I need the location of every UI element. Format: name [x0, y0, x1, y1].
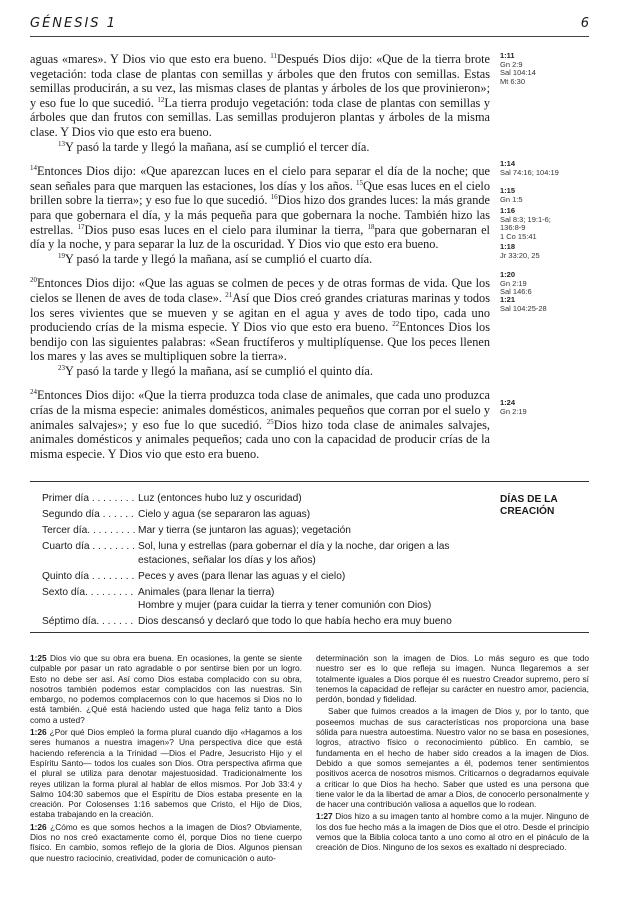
- study-note: [30, 727, 302, 820]
- page-number: 6: [580, 16, 589, 31]
- day-row: [42, 524, 462, 538]
- scripture-paragraph: [30, 164, 490, 266]
- day-label: Primer día . . . . . . . .: [42, 493, 135, 504]
- cross-ref-item: Sal 74:16; 104:19: [500, 167, 559, 177]
- cross-ref-item: Mt 6:30: [500, 76, 526, 86]
- verse-text: La tierra produjo vegetación: toda clase de plantas con semillas y árboles que dan frutos con semillas. Las semillas produjeron plantas y árboles de la misma clase. Y Dios vio que esto era bueno.: [30, 95, 490, 139]
- study-note: [30, 653, 302, 725]
- note-reference: 1:25: [30, 653, 47, 663]
- verse-number: 14: [30, 164, 37, 173]
- cross-ref-group: [500, 207, 551, 241]
- verse-text: para que gobernaran el día y la noche, y para separar la luz de la oscuridad. Y Dios vio que esto era bueno.: [30, 222, 490, 252]
- cross-ref-item: Gn 2:19: [500, 278, 527, 288]
- cross-ref-verse: 1:15: [500, 186, 516, 195]
- cross-ref-item: Gn 2:19: [500, 406, 527, 416]
- cross-ref-item: Jr 33:20, 25: [500, 250, 540, 260]
- day-description: Peces y aves (para llenar las aguas y el cielo): [138, 570, 346, 582]
- day-row: [42, 540, 462, 567]
- cross-ref-verse: 1:20: [500, 270, 516, 279]
- day-row: [42, 586, 462, 613]
- verse-text: Que esas luces en el cielo brillen sobre la tierra»; y eso fue lo que sucedió.: [30, 178, 490, 208]
- verse-number: 18: [367, 222, 375, 231]
- study-note: [316, 653, 589, 704]
- note-text: Dios hizo a su imagen tanto al hombre como a la mujer. Ninguno de los dos fue hecho más a la imagen de Dios que el otro. Desde el principio vemos que la Biblia coloca tanto a uno como al otro en el pináculo de la creación de Dios. Ninguno de los sexos es exaltado ni despreciado.: [316, 811, 589, 853]
- cross-ref-item: Sal 104:14: [500, 68, 536, 78]
- cross-ref-group: [500, 187, 523, 204]
- day-description-2: Hombre y mujer (para cuidar la tierra y tener comunión con Dios): [138, 600, 432, 611]
- cross-ref-verse: 1:18: [500, 242, 516, 251]
- divider-bottom: [30, 632, 589, 633]
- verse-text: Después Dios dijo: «Que de la tierra brote vegetación: toda clase de plantas con semillas y árboles que den frutos con semillas. Estas semillas producirán, a su vez, las mismas clases de plantas y árboles de los que provinieron»; y eso fue lo que sucedió.: [30, 52, 490, 110]
- day-description: Cielo y agua (se separaron las aguas): [138, 509, 311, 520]
- day-description: Animales (para llenar la tierra): [138, 586, 275, 598]
- verse-number: 24: [30, 388, 37, 397]
- note-reference: 1:26: [30, 821, 47, 832]
- verse-text: Dios puso esas luces en el cielo para iluminar la tierra,: [84, 222, 368, 237]
- verse-text: Dios hizo toda clase de animales salvajes, animales domésticos y animales pequeños; cada uno con la capacidad de producir crías de la misma especie. Y Dios vio que esto era bueno.: [30, 417, 490, 461]
- day-closing-line: [30, 140, 490, 155]
- note-text: Saber que fuimos creados a la imagen de Dios y, por lo tanto, que poseemos muchas de sus características nos proporciona una base sólida para nuestra autoestima. Nuestro valor no se basa en posesiones, logros, atractivo físico o reconocimiento público. En cambio, se fundamenta en el hecho de haber sido creados a la imagen de Dios. Debido a que somos semejantes a él, podemos tener sentimientos positivos acerca de nosotros mismos. Criticarnos o degradarnos equivale a criticar lo que Dios ha hecho. Saber que usted es una persona que tiene valor le da la libertad de amar a Dios, de conocerlo personalmente y de hacer una contribución valiosa a aquellos que lo rodean.: [316, 706, 589, 810]
- verse-text: Entonces Dios los bendijo con las siguientes palabras: «Sean fructíferos y multiplíquense. Que los peces llenen los mares y las aves se multipliquen sobre la tierra».: [30, 320, 490, 364]
- days-of-creation-table: [42, 492, 462, 631]
- day-label: Tercer día. . . . . . . . .: [42, 525, 136, 536]
- cross-ref-group: [500, 399, 527, 416]
- note-text: Dios vio que su obra era buena. En ocasiones, la gente se siente culpable por pasar un rato agradable o por sentirse bien por un logro. Esto no debe ser así. Así como Dios estaba complacido con su obra, nosotros también podemos estar complacidos con las nuestras. Sin embargo, no podemos complacernos con lo que hacemos si Dios no lo está también. ¿Qué está haciendo usted que haga feliz tanto a Dios como a usted?: [30, 653, 302, 725]
- page-header: [30, 14, 589, 37]
- verse-number: 22: [392, 320, 400, 328]
- verse-number: 25: [266, 417, 274, 426]
- verse-number: 13: [58, 139, 65, 148]
- day-description: Sol, luna y estrellas (para gobernar el día y la noche, dar origen a las estaciones, señalar los días y los años): [138, 541, 450, 566]
- note-reference: 1:27: [316, 811, 333, 822]
- note-text: ¿Cómo es que somos hechos a la imagen de Dios? Obviamente, Dios no nos creó exactamente como él, porque Dios no tiene cuerpo físico. En cambio, somos reflejo de la gloria de Dios. Algunos piensan que nuestro raciocinio, creatividad, poder de comunicación o auto-: [30, 821, 302, 863]
- cross-ref-group: [500, 52, 536, 86]
- verse-text: aguas «mares». Y Dios vio que esto era bueno.: [30, 52, 271, 66]
- cross-ref-verse: 1:14: [500, 159, 516, 168]
- study-notes-right: [316, 653, 589, 855]
- cross-ref-item: 1 Co 15:41: [500, 231, 537, 241]
- verse-number: 11: [270, 51, 278, 60]
- cross-ref-item: Sal 8:3; 19:1-6;: [500, 214, 551, 224]
- study-note: [316, 706, 589, 809]
- day-label: Cuarto día . . . . . . . .: [42, 541, 135, 552]
- cross-ref-item: Gn 2:9: [500, 59, 523, 69]
- note-text: ¿Por qué Dios empleó la forma plural cuando dijo «Hagamos a los seres humanos a nuestra imagen»? Una perspectiva dice que está haciendo referencia a la Trinidad —Dios el Padre, Jesucristo Hijo y el Espíritu Santo— todos los cuales son Dios. Otra perspectiva afirma que el plural se utiliza para denotar majestuosidad. Tradicionalmente los reyes utilizan la forma plural al hablar de ellos mismos. Por Job 33:4 y Salmo 104:30 sabemos que el Espíritu de Dios estaba presente en la creación. Por Colosenses 1:16 sabemos que Cristo, el Hijo de Dios, estaba trabajando en la creación.: [30, 727, 302, 820]
- day-label: Séptimo día. . . . . . .: [42, 616, 134, 627]
- scripture-text: [30, 52, 490, 471]
- verse-text: Dios hizo dos grandes luces: la más grande para que gobernara el día, y la más pequeña para que gobernara la noche. También hizo las estrellas.: [30, 193, 490, 237]
- verse-number: 23: [58, 363, 65, 372]
- cross-ref-group: [500, 160, 559, 177]
- paragraph-body: [30, 276, 490, 364]
- verse-text: Y pasó la tarde y llegó la mañana, así se cumplió el cuarto día.: [65, 251, 373, 266]
- day-closing-line: [30, 364, 490, 379]
- day-description: Mar y tierra (se juntaron las aguas); vegetación: [138, 525, 351, 536]
- day-label: Quinto día . . . . . . . .: [42, 570, 135, 582]
- day-row: [42, 615, 462, 629]
- cross-ref-verse: 1:21: [500, 295, 516, 304]
- day-description: Dios descansó y declaró que todo lo que había hecho era muy bueno: [138, 616, 452, 627]
- verse-text: Así que Dios creó grandes criaturas marinas y todos los seres vivientes que se mueven y se agitan en el agua y aves de todo tipo, cada uno produciendo crías de la misma especie. Y Dios vio que esto era bueno.: [30, 290, 490, 335]
- paragraph-body: [30, 52, 490, 140]
- verse-number: 17: [77, 222, 85, 231]
- cross-ref-verse: 1:16: [500, 206, 516, 215]
- cross-ref-item: 136:8-9: [500, 223, 526, 233]
- verse-number: 16: [270, 193, 278, 202]
- day-closing-line: [30, 252, 490, 267]
- verse-text: Entonces Dios dijo: «Que aparezcan luces en el cielo para separar el día de la noche; que sean señales para que marquen las estaciones, los días y los años.: [30, 164, 490, 193]
- cross-ref-verse: 1:24: [500, 398, 516, 407]
- scripture-paragraph: [30, 52, 490, 154]
- cross-ref-item: Sal 146:6: [500, 287, 532, 297]
- verse-number: 12: [157, 95, 165, 104]
- verse-number: 20: [30, 276, 37, 285]
- day-description: Luz (entonces hubo luz y oscuridad): [138, 493, 302, 504]
- study-note: [30, 822, 302, 863]
- scripture-paragraph: [30, 276, 490, 378]
- study-note: [316, 811, 589, 852]
- divider-top: [30, 481, 589, 482]
- cross-ref-group: [500, 243, 540, 260]
- verse-number: 15: [356, 178, 364, 187]
- day-label: Segundo día . . . . . .: [42, 509, 134, 520]
- cross-ref-verse: 1:11: [500, 51, 515, 60]
- verse-number: 21: [225, 290, 233, 299]
- days-table-title: DÍAS DE LA CREACIÓN: [500, 494, 558, 517]
- day-row: [42, 570, 462, 584]
- paragraph-body: [30, 164, 490, 252]
- running-head-book: GÉNESIS 1: [30, 16, 117, 31]
- verse-number: 19: [58, 251, 65, 260]
- cross-ref-item: Sal 104:25-28: [500, 303, 547, 313]
- verse-text: Entonces Dios dijo: «Que la tierra produzca toda clase de animales, que cada uno produzca crías de la misma especie: animales domésticos, animales pequeños que corran por el suelo y animales salvajes»; y eso fue lo que sucedió.: [30, 388, 490, 432]
- verse-text: Y pasó la tarde y llegó la mañana, así se cumplió el quinto día.: [65, 363, 373, 378]
- day-row: [42, 492, 462, 506]
- study-notes-left: [30, 653, 302, 865]
- verse-text: Y pasó la tarde y llegó la mañana, así se cumplió el tercer día.: [65, 139, 370, 154]
- note-text: determinación son la imagen de Dios. Lo más seguro es que todo nuestro ser es lo que refleja su imagen. Nunca llegaremos a ser totalmente iguales a Dios porque él es nuestro Creador supremo, pero sí tenemos la capacidad de reflejar su carácter en nuestro amor, paciencia, perdón, bondad y fidelidad.: [316, 653, 589, 705]
- day-label: Sexto día. . . . . . . . .: [42, 586, 134, 598]
- cross-ref-group: [500, 271, 532, 297]
- note-reference: 1:26: [30, 727, 47, 738]
- day-row: [42, 508, 462, 522]
- cross-ref-item: Gn 1:5: [500, 194, 523, 204]
- verse-text: Entonces Dios dijo: «Que las aguas se colmen de peces y de otras formas de vida. Que los cielos se llenen de aves de toda clase».: [30, 276, 490, 305]
- paragraph-body: [30, 388, 490, 461]
- cross-ref-group: [500, 296, 547, 313]
- scripture-paragraph: [30, 388, 490, 461]
